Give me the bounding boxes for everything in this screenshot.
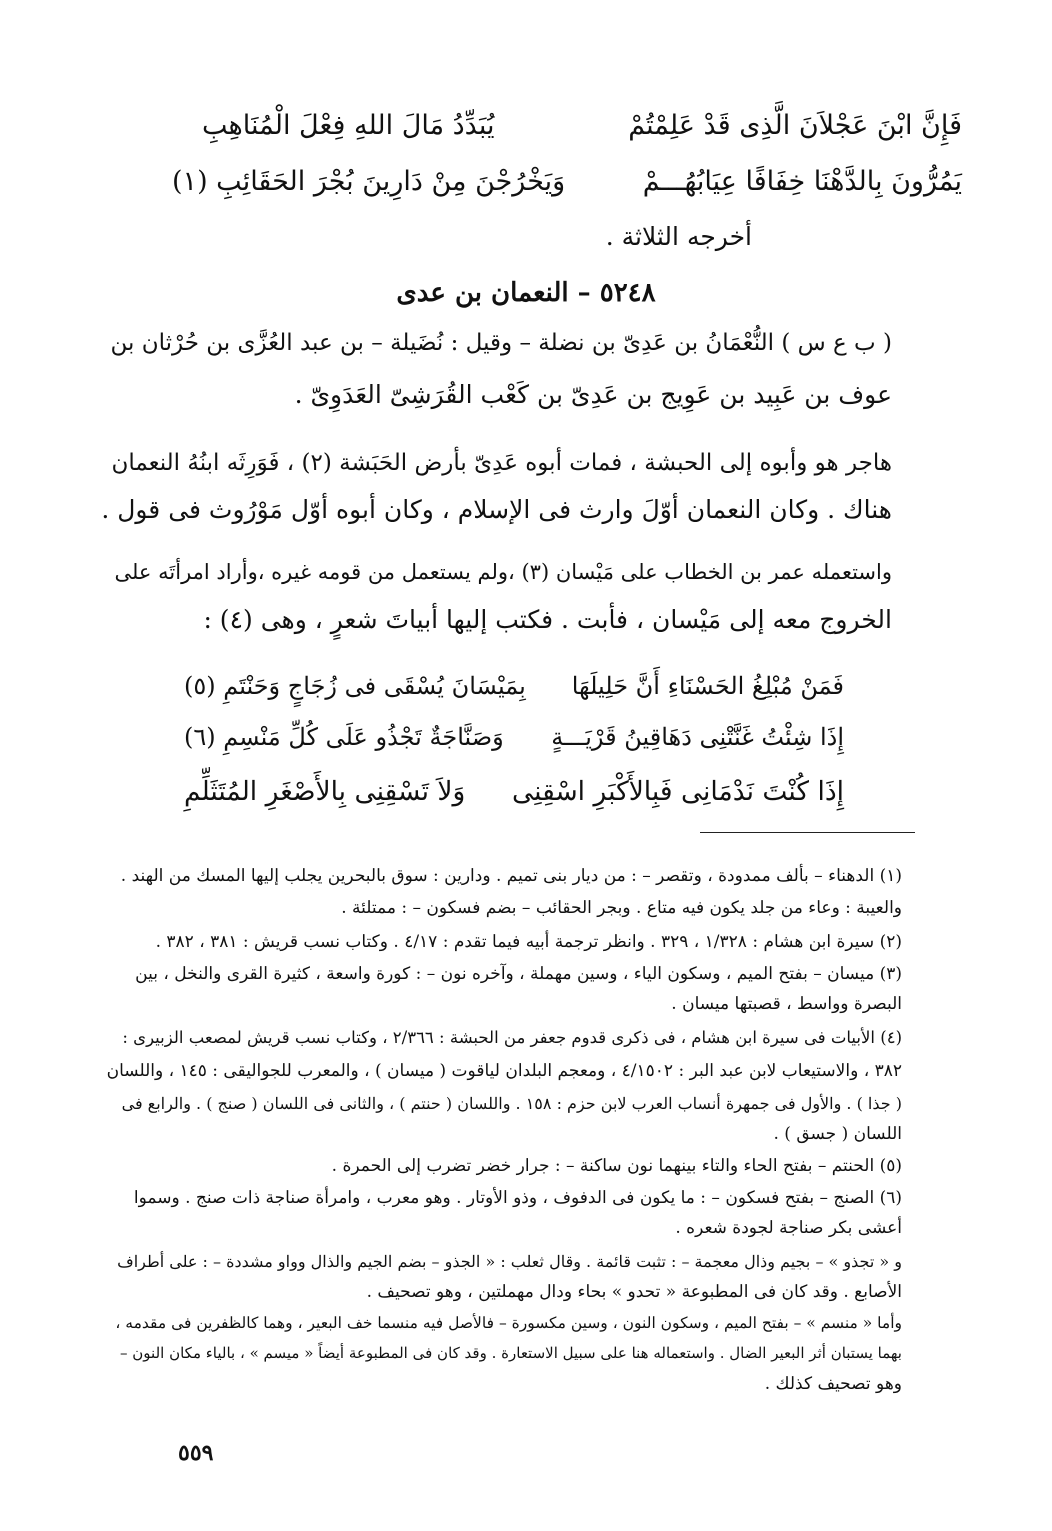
entry-title: ٥٢٤٨ – النعمان بن عدى bbox=[396, 278, 656, 308]
para2-line-2: هناك . وكان النعمان أوّلَ وارث فى الإسلام ، وكان أبوه أوّل مَوْرُوث فى قول . bbox=[101, 495, 892, 524]
footnote-line: ٣٨٢ ، والاستيعاب لابن عبد البر : ٤/١٥٠٢ ، ومعجم البلدان لياقوت ( ميسان ) ، والمعرب للجواليقى : ١٤٥ ، واللسان bbox=[106, 1061, 902, 1081]
poem2-verse-1 bbox=[184, 672, 844, 700]
top-note: أخرجه الثلاثة . bbox=[605, 222, 752, 251]
top-poem-verse-2 bbox=[172, 166, 962, 197]
para3-line-1: واستعمله عمر بن الخطاب على مَيْسان (٣) ،ولم يستعمل من قومه غيره ،وأراد امرأتَه على bbox=[114, 560, 892, 584]
footnote-line: (٥) الحنتم – بفتح الحاء والتاء بينهما نون ساكنة – : جرار خضر تضرب إلى الحمرة . bbox=[331, 1156, 902, 1176]
footnote-line: ( جذا ) . والأول فى جمهرة أنساب العرب لابن حزم : ١٥٨ . واللسان ( حنتم ) ، والثانى فى اللسان ( صنج ) . والرابع فى bbox=[121, 1094, 902, 1113]
hemistich-left: وَلاَ تَسْقِنِى بِالأَصْغَرِ المُتَثَلِّمِ bbox=[184, 776, 466, 807]
footnote-line: (٢) سيرة ابن هشام : ١/٣٢٨ ، ٣٢٩ . وانظر ترجمة أبيه فيما تقدم : ٤/١٧ . وكتاب نسب قريش : ٣٨١ ، ٣٨٢ . bbox=[155, 932, 902, 952]
hemistich-left: وَيَخْرُجْنَ مِنْ دَارِينَ بُجْرَ الحَقَائِبِ (١) bbox=[172, 166, 566, 197]
footnote-line: أعشى بكر صناجة لجودة شعره . bbox=[675, 1218, 902, 1238]
footnote-separator bbox=[700, 832, 915, 833]
hemistich-left: بِمَيْسَانَ يُسْقَى فى زُجَاجٍ وَحَنْتَمِ (٥) bbox=[184, 672, 526, 700]
hemistich-left: وَصَنَّاجَةٌ تَجْذُو عَلَى كُلِّ مَنْسِمِ (٦) bbox=[184, 723, 504, 751]
para3-line-2: الخروج معه إلى مَيْسان ، فأبت . فكتب إليها أبياتَ شعرٍ ، وهى (٤) : bbox=[203, 605, 892, 634]
page-number: ٥٥٩ bbox=[178, 1440, 214, 1466]
poem2-verse-3 bbox=[184, 776, 844, 807]
footnote-line: البصرة وواسط ، قصبتها ميسان . bbox=[671, 994, 902, 1014]
hemistich-right: فَمَنْ مُبْلِغُ الحَسْنَاءِ أَنَّ حَلِيلَهَا bbox=[571, 672, 844, 700]
footnote-line: (٣) ميسان – بفتح الميم ، وسكون الياء ، وسين مهملة ، وآخره نون – : كورة واسعة ، كثيرة القرى والنخل ، بين bbox=[135, 964, 902, 984]
hemistich-right: يَمُرُّونَ بِالدَّهْنَا خِفَافًا عِيَابُهُـــمْ bbox=[642, 166, 962, 197]
footnote-line: اللسان ( جسق ) . bbox=[773, 1124, 902, 1144]
hemistich-left: يُبَدِّدُ مَالَ اللهِ فِعْلَ الْمُنَاهِبِ bbox=[202, 110, 495, 141]
top-poem-verse-1 bbox=[202, 110, 962, 141]
footnote-line: وهو تصحيف كذلك . bbox=[764, 1374, 902, 1394]
poem2-verse-2 bbox=[184, 723, 844, 751]
footnote-line: وأما « منسم » – بفتح الميم ، وسكون النون ، وسين مكسورة – فالأصل فيه منسما خف البعير ، وهما كالظفرين فى مقدمه ، bbox=[115, 1314, 902, 1332]
footnote-line: (٦) الصنج – بفتح فسكون – : ما يكون فى الدفوف ، وذو الأوتار . وهو معرب ، وامرأة صناجة ذات صنج . وسموا bbox=[133, 1188, 902, 1208]
hemistich-right: فَإِنَّ ابْنَ عَجْلاَنَ الَّذِى قَدْ عَلِمْتُمْ bbox=[628, 110, 962, 141]
para1-line-2: عوف بن عَبِيد بن عَوِيج بن عَدِىّ بن كَعْب القُرَشِىّ العَدَوِىّ . bbox=[294, 380, 892, 409]
hemistich-right: إِذَا شِئْتُ غَنَّتْنِى دَهَاقِينُ قَرْيَـــةٍ bbox=[551, 723, 844, 751]
para1-line-1: ( ب ع س ) النُّعْمَانُ بن عَدِىّ بن نضلة – وقيل : نُضَيلة – بن عبد العُزَّى بن حُرْثان بن bbox=[110, 330, 892, 356]
hemistich-right: إِذَا كُنْتَ نَدْمَانِى فَبِالأَكْبَرِ اسْقِنِى bbox=[511, 776, 844, 807]
footnote-line: و « تجذو » – بجيم وذال معجمة – : تثبت قائمة . وقال ثعلب : « الجذو – بضم الجيم والذال وواو مشددة – : على أطراف bbox=[117, 1252, 902, 1271]
footnote-line: (٤) الأبيات فى سيرة ابن هشام ، فى ذكرى قدوم جعفر من الحبشة : ٢/٣٦٦ ، وكتاب نسب قريش لمصعب الزبيرى : bbox=[122, 1028, 902, 1047]
footnote-line: والعيبة : وعاء من جلد يكون فيه متاع . وبجر الحقائب – بضم فسكون – : ممتلئة . bbox=[341, 898, 902, 918]
footnote-line: (١) الدهناء – بألف ممدودة ، وتقصر – : من ديار بنى تميم . ودارين : سوق بالبحرين يجلب إليها المسك من الهند . bbox=[120, 866, 902, 886]
footnote-line: الأصابع . وقد كان فى المطبوعة « تحدو » بحاء ودال مهملتين ، وهو تصحيف . bbox=[366, 1282, 902, 1302]
footnote-line: بهما يستبان أثر البعير الضال . واستعماله هنا على سبيل الاستعارة . وقد كان فى المطبوعة أيضاً « ميسم » ، بالياء مكان النون – bbox=[120, 1344, 902, 1362]
para2-line-1: هاجر هو وأبوه إلى الحبشة ، فمات أبوه عَدِىّ بأرض الحَبَشة (٢) ، فَوَرِثَه ابنُهُ النعمان bbox=[111, 450, 892, 476]
